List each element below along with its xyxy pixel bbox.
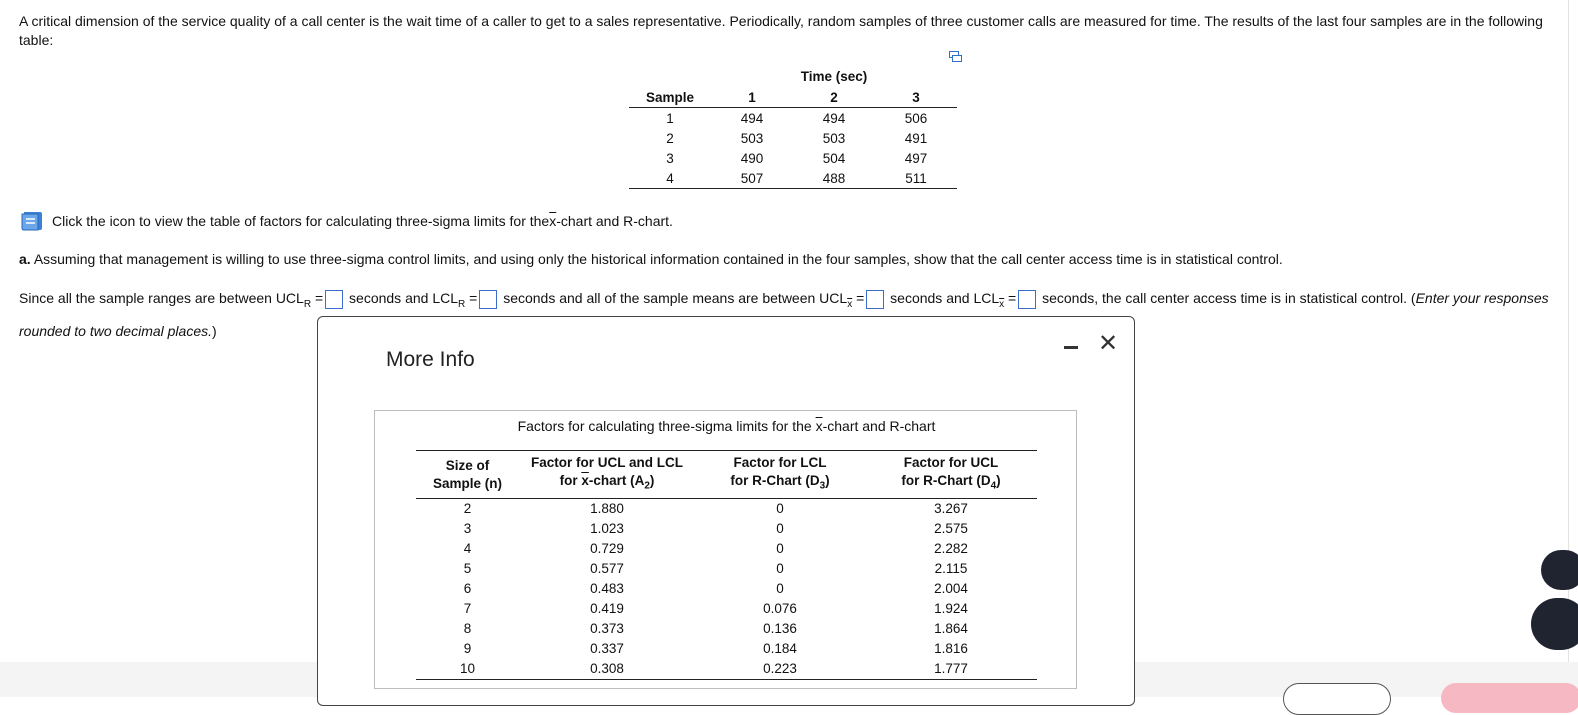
part-label: a. [19, 251, 31, 267]
table-row: 6 0.483 0 2.004 [463, 581, 968, 597]
factors-panel [374, 410, 1077, 689]
time-value: 488 [793, 168, 875, 189]
answer-text: seconds, the call center access time is in statistical control. ( [1042, 290, 1416, 306]
factors-title-text: -chart and R-chart [822, 418, 936, 434]
equals-sign: = [1008, 290, 1017, 306]
answer-text: ) [212, 322, 217, 339]
time-value: 503 [822, 130, 846, 146]
part-a-question [19, 251, 1283, 267]
factors-title [375, 418, 1078, 434]
primary-nav-button[interactable] [1441, 683, 1578, 713]
info-text-a: Click the icon to view the table of factors for calculating three-sigma limits for the [52, 213, 550, 229]
lcl-xbar-input[interactable] [1018, 290, 1036, 309]
header-d3: Factor for LCL for R-Chart $(D_3)$ [695, 451, 865, 499]
rounding-note: Enter your responses rounded to two decimal places. [19, 290, 1549, 339]
time-value: 511 [875, 168, 957, 189]
factors-info-line [20, 210, 673, 232]
subscript-r: R [303, 298, 312, 310]
col-header-3: 3 [875, 87, 957, 108]
time-value: 494 [822, 110, 846, 126]
sample-number: 1 [666, 110, 674, 126]
table-row: 2 1.880 0 3.267 [463, 501, 968, 517]
ucl-xbar-input[interactable] [866, 290, 884, 309]
copy-table-icon[interactable] [949, 51, 962, 62]
subscript-r: R [458, 298, 466, 310]
book-icon[interactable] [20, 210, 44, 232]
time-value: 497 [904, 150, 928, 166]
time-value: 490 [740, 150, 764, 166]
subscript-xbar: x [847, 298, 853, 310]
table-row: 7 0.419 0.076 1.924 [463, 601, 968, 617]
more-info-dialog [317, 316, 1135, 706]
header-d4: Factor for UCL for R-Chart $(D_4)$ [865, 451, 1037, 499]
answer-text: Since all the sample ranges are between UCL [19, 290, 304, 306]
table-row [629, 128, 957, 148]
part-text: Assuming that management is willing to use three-sigma control limits, and using only the historical information contained in the four samples, show that the call center access time is in statistical control. [33, 251, 1283, 267]
sample-number: 2 [666, 130, 674, 146]
col-header-1: 1 [711, 87, 793, 108]
equals-sign: = [856, 290, 865, 306]
table-row [629, 168, 957, 189]
close-button[interactable]: ✕ [1098, 330, 1119, 357]
table-row: 10 0.308 0.223 1.777 [416, 659, 1037, 680]
problem-intro: A critical dimension of the service quality of a call center is the wait time of a caller to get to a sales representative. Periodically, random samples of three customer calls are measured for time. The results of the last four samples are in the following table: [19, 13, 1543, 48]
table-row: 4 0.729 0 2.282 [463, 541, 968, 557]
ucl-r-input[interactable] [325, 290, 343, 309]
xbar-symbol: $\overline{x}$ [549, 213, 557, 229]
table-row [629, 148, 957, 168]
info-text-b: -chart and R-chart. [556, 213, 673, 229]
table-row: 8 0.373 0.136 1.864 [463, 621, 968, 637]
time-group-header: Time (sec) [800, 69, 868, 84]
minimize-button[interactable] [1064, 345, 1078, 359]
header-a2: Factor for UCL and LCL for $\overline{x}$-chart $(A_2)$ [519, 451, 695, 499]
lcl-r-input[interactable] [479, 290, 497, 309]
table-row: 9 0.337 0.184 1.816 [463, 641, 968, 657]
equals-sign: = [469, 290, 478, 306]
table-row: 5 0.577 0 2.115 [463, 561, 968, 577]
equals-sign: = [314, 290, 324, 306]
time-value: 491 [904, 130, 928, 146]
factors-title-text: Factors for calculating three-sigma limits for the [517, 418, 816, 434]
answer-text: seconds and LCL [890, 290, 1000, 306]
table-row [629, 108, 957, 129]
answer-text: seconds and all of the sample means are between UCL [503, 290, 848, 306]
side-tool-button[interactable] [1541, 550, 1578, 590]
sample-number: 4 [629, 168, 711, 189]
header-sample-size: Size of Sample (n) [416, 451, 519, 499]
sample-header: Sample [629, 87, 711, 108]
dialog-title: More Info [386, 348, 475, 371]
xbar-symbol: $\overline{x}$ [815, 418, 823, 434]
subscript-xbar: x [999, 298, 1005, 310]
wait-time-table [629, 66, 957, 189]
col-header-2: 2 [793, 87, 875, 108]
factors-table [416, 450, 1037, 680]
time-value: 506 [904, 110, 928, 126]
time-value: 494 [740, 110, 764, 126]
answer-text: seconds and LCL [349, 290, 458, 306]
time-value: 507 [711, 168, 793, 189]
time-value: 503 [740, 130, 764, 146]
table-row: 3 1.023 0 2.575 [463, 521, 968, 537]
secondary-nav-button[interactable] [1283, 683, 1391, 715]
sample-number: 3 [666, 150, 674, 166]
time-value: 504 [822, 150, 846, 166]
ai-helper-button[interactable] [1531, 598, 1578, 650]
